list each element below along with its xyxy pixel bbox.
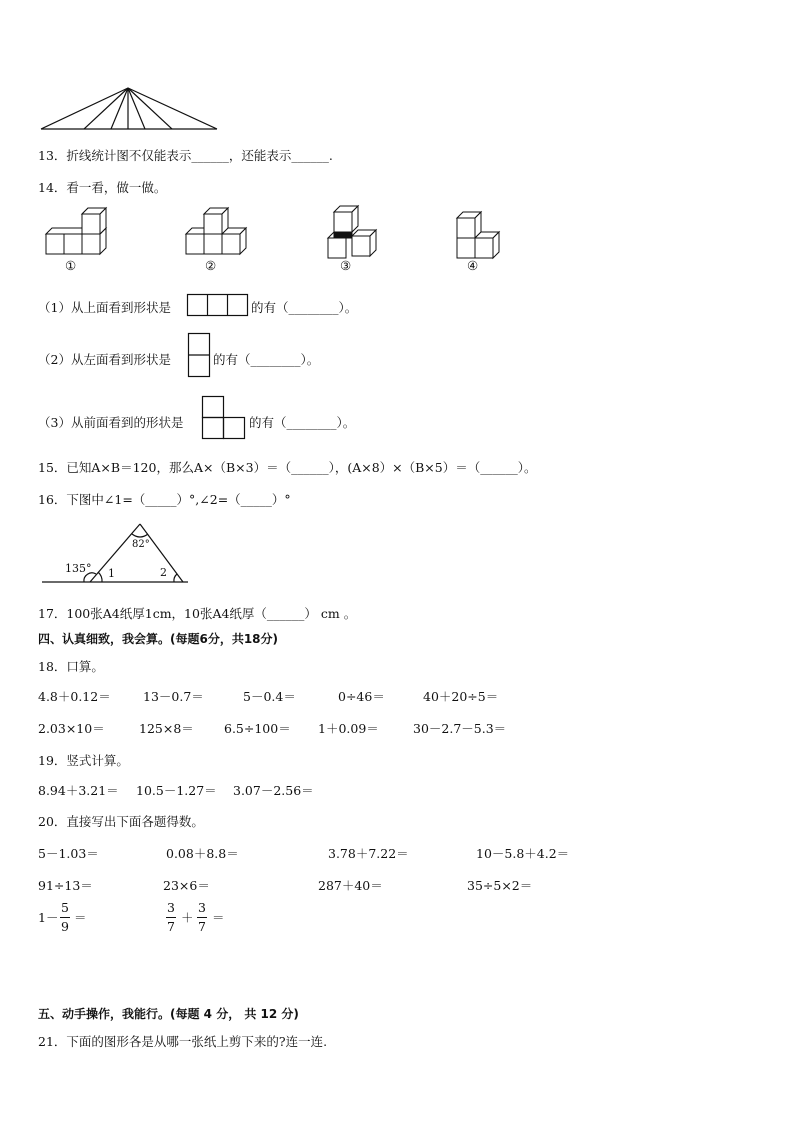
q20-frac2-eq: ＝ xyxy=(212,910,225,925)
cube-figures xyxy=(0,210,794,290)
question-19-title: 19．竖式计算。 xyxy=(38,753,129,768)
question-16: 16．下图中∠1=（_____）°,∠2=（_____）° xyxy=(38,492,291,507)
q18-r1-c2: 13－0.7＝ xyxy=(143,689,204,704)
section-4-title: 四、认真细致，我会算。(每题6分，共18分) xyxy=(38,632,279,646)
question-17: 17．100张A4纸厚1cm，10张A4纸厚（______） cm 。 xyxy=(38,606,357,621)
q20-frac1-den: 9 xyxy=(61,919,69,934)
view-shape-l-squares xyxy=(202,396,248,440)
q20-r2-c4: 35÷5×2＝ xyxy=(467,878,533,893)
q20-frac2-a xyxy=(166,899,176,936)
q18-r1-c1: 4.8＋0.12＝ xyxy=(38,689,111,704)
question-14-title: 14．看一看，做一做。 xyxy=(38,180,167,195)
question-20-title: 20．直接写出下面各题得数。 xyxy=(38,814,204,829)
q18-r2-c3: 6.5÷100＝ xyxy=(224,721,291,736)
figure-label-1: ① xyxy=(65,258,77,273)
q18-r1-c5: 40＋20÷5＝ xyxy=(423,689,499,704)
angle-label-135: 135° xyxy=(65,562,92,575)
q20-frac2-den2: 7 xyxy=(198,919,206,934)
cube-figure-3 xyxy=(328,206,376,258)
q20-frac2-num1: 3 xyxy=(166,899,176,918)
q14-sub1-prefix: （1）从上面看到形状是 xyxy=(38,300,171,315)
q18-r2-c5: 30－2.7－5.3＝ xyxy=(413,721,507,736)
q18-r2-c2: 125×8＝ xyxy=(139,721,194,736)
cube-figure-2 xyxy=(186,208,246,254)
fan-triangle-figure xyxy=(0,0,794,140)
cube-figure-4 xyxy=(457,212,499,258)
q18-r2-c1: 2.03×10＝ xyxy=(38,721,105,736)
figure-label-3: ③ xyxy=(340,258,352,273)
q20-r1-c2: 0.08＋8.8＝ xyxy=(166,846,239,861)
question-15: 15．已知A×B＝120，那么A×（B×3）＝（______），(A×8）×（B×5）＝（______）。 xyxy=(38,460,537,475)
q20-r1-c4: 10－5.8＋4.2＝ xyxy=(476,846,570,861)
q20-r1-c3: 3.78＋7.22＝ xyxy=(328,846,409,861)
q19-item-2: 10.5－1.27＝ xyxy=(136,783,217,798)
q20-frac2-num2: 3 xyxy=(197,899,207,918)
angle-label-2: 2 xyxy=(160,566,167,579)
q18-r2-c4: 1＋0.09＝ xyxy=(318,721,379,736)
figure-label-2: ② xyxy=(205,258,217,273)
section-5-title: 五、动手操作，我能行。(每题 4 分， 共 12 分) xyxy=(38,1007,299,1021)
angle-label-82: 82° xyxy=(132,539,150,550)
q14-sub1-suffix: 的有（________）。 xyxy=(251,300,358,315)
q20-frac2-den1: 7 xyxy=(167,919,175,934)
figure-label-4: ④ xyxy=(467,258,479,273)
q18-r1-c4: 0÷46＝ xyxy=(338,689,385,704)
q18-r1-c3: 5－0.4＝ xyxy=(243,689,296,704)
q20-frac1-eq: ＝ xyxy=(74,910,87,925)
q20-r2-c3: 287＋40＝ xyxy=(318,878,383,893)
question-18-title: 18．口算。 xyxy=(38,659,104,674)
q20-frac2-b xyxy=(197,899,207,936)
q20-r2-c1: 91÷13＝ xyxy=(38,878,93,893)
question-13: 13．折线统计图不仅能表示______，还能表示______. xyxy=(38,148,333,163)
q20-frac1 xyxy=(60,899,70,936)
q20-frac1-num: 5 xyxy=(60,899,70,918)
view-shape-two-vertical-squares xyxy=(188,333,212,379)
q14-sub2-suffix: 的有（________）。 xyxy=(213,352,320,367)
angle-label-1: 1 xyxy=(108,567,115,580)
q20-frac2-op: ＋ xyxy=(181,910,194,925)
q20-frac1-prefix: 1－ xyxy=(38,910,59,925)
cube-figure-1 xyxy=(46,208,106,254)
q14-sub2-prefix: （2）从左面看到形状是 xyxy=(38,352,171,367)
question-21: 21．下面的图形各是从哪一张纸上剪下来的?连一连. xyxy=(38,1034,328,1049)
view-shape-three-squares xyxy=(187,294,249,318)
q19-item-3: 3.07－2.56＝ xyxy=(233,783,314,798)
q20-r1-c1: 5－1.03＝ xyxy=(38,846,99,861)
q20-r2-c2: 23×6＝ xyxy=(163,878,210,893)
q14-sub3-suffix: 的有（________）。 xyxy=(249,415,356,430)
angle-triangle-figure xyxy=(40,520,240,590)
q14-sub3-prefix: （3）从前面看到的形状是 xyxy=(38,415,184,430)
q19-item-1: 8.94＋3.21＝ xyxy=(38,783,119,798)
